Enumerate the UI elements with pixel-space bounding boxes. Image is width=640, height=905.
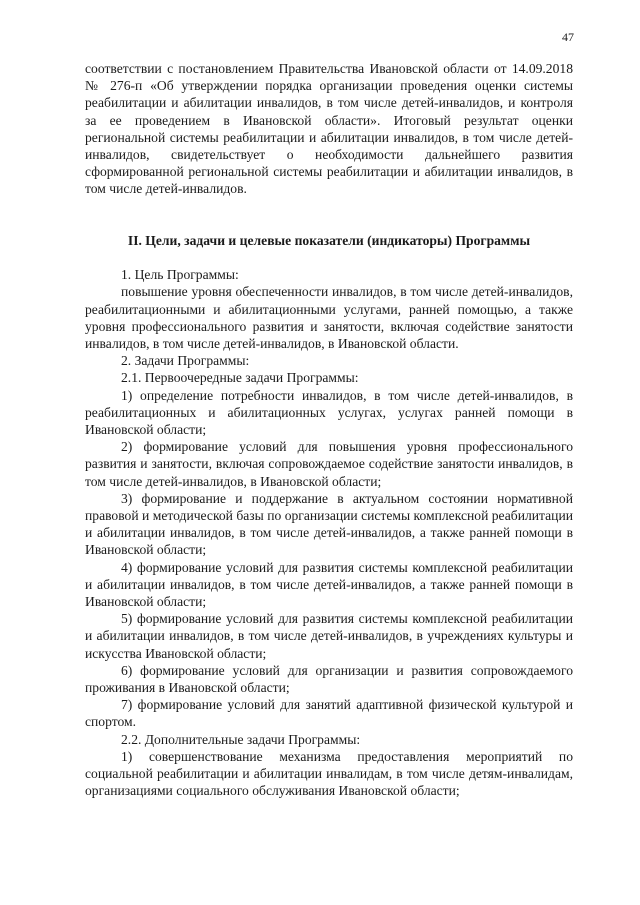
- primary-task-item: 2) формирование условий для повышения уровня профессионального развития и занятости, включая сопровождаемое содействие занятости инвалидов, в том числе детей-инвалидов, в Ивановской области;: [85, 439, 573, 489]
- tasks-title: 2. Задачи Программы:: [121, 353, 250, 369]
- primary-task-item: 6) формирование условий для организации и развития сопровождаемого проживания в Ивановской области;: [85, 662, 573, 696]
- page-number: 47: [562, 30, 574, 44]
- additional-tasks-title: 2.2. Дополнительные задачи Программы:: [121, 731, 361, 747]
- primary-task-item: 5) формирование условий для развития системы комплексной реабилитации и абилитации инвалидов, в том числе детей-инвалидов, в учреждениях культуры и искусства Ивановской области;: [85, 611, 573, 661]
- section-block: [85, 232, 573, 800]
- goal-text: повышение уровня обеспеченности инвалидов, в том числе детей-инвалидов, реабилитационными и абилитационными услугами, ранней помощью, а также уровня профессионального развития и занятости, включая содействие занятости инвалидов, в том числе детей-инвалидов, в Ивановской области.: [85, 284, 573, 352]
- primary-tasks-title: 2.1. Первоочередные задачи Программы:: [121, 370, 359, 386]
- additional-task-item: 1) совершенствование механизма предоставления мероприятий по социальной реабилитации и абилитации инвалидам, в том числе детям-инвалидам, организациями социального обслуживания Ивановской области;: [85, 748, 573, 799]
- primary-task-item: 7) формирование условий для занятий адаптивной физической культурой и спортом.: [85, 697, 573, 730]
- goal-title: 1. Цель Программы:: [121, 267, 239, 283]
- intro-paragraph: соответствии с постановлением Правительства Ивановской области от 14.09.2018 № 276-п «Об утверждении порядка организации проведения оценки системы реабилитации и абилитации инвалидов, в том числе детей-инвалидов, и контроля за ее проведением в Ивановской области». Итоговый результат оценки региональной системы реабилитации и абилитации инвалидов, в том числе детей-инвалидов, свидетельствует о необходимости дальнейшего развития сформированной региональной системы реабилитации и абилитации инвалидов, в том числе детей-инвалидов.: [85, 61, 573, 197]
- primary-task-item: 3) формирование и поддержание в актуальном состоянии нормативной правовой и методической базы по организации системы комплексной реабилитации и абилитации инвалидов, в том числе детей-инвалидов, а также ранней помощи в Ивановской области;: [85, 490, 573, 558]
- primary-task-item: 1) определение потребности инвалидов, в том числе детей-инвалидов, в реабилитационных и абилитационных услугах, услугах ранней помощи в Ивановской области;: [85, 387, 573, 438]
- section-heading: II. Цели, задачи и целевые показатели (индикаторы) Программы: [127, 233, 531, 248]
- intro-block: [85, 60, 573, 198]
- primary-task-item: 4) формирование условий для развития системы комплексной реабилитации и абилитации инвалидов, в том числе детей-инвалидов, а также ранней помощи в Ивановской области;: [85, 559, 573, 610]
